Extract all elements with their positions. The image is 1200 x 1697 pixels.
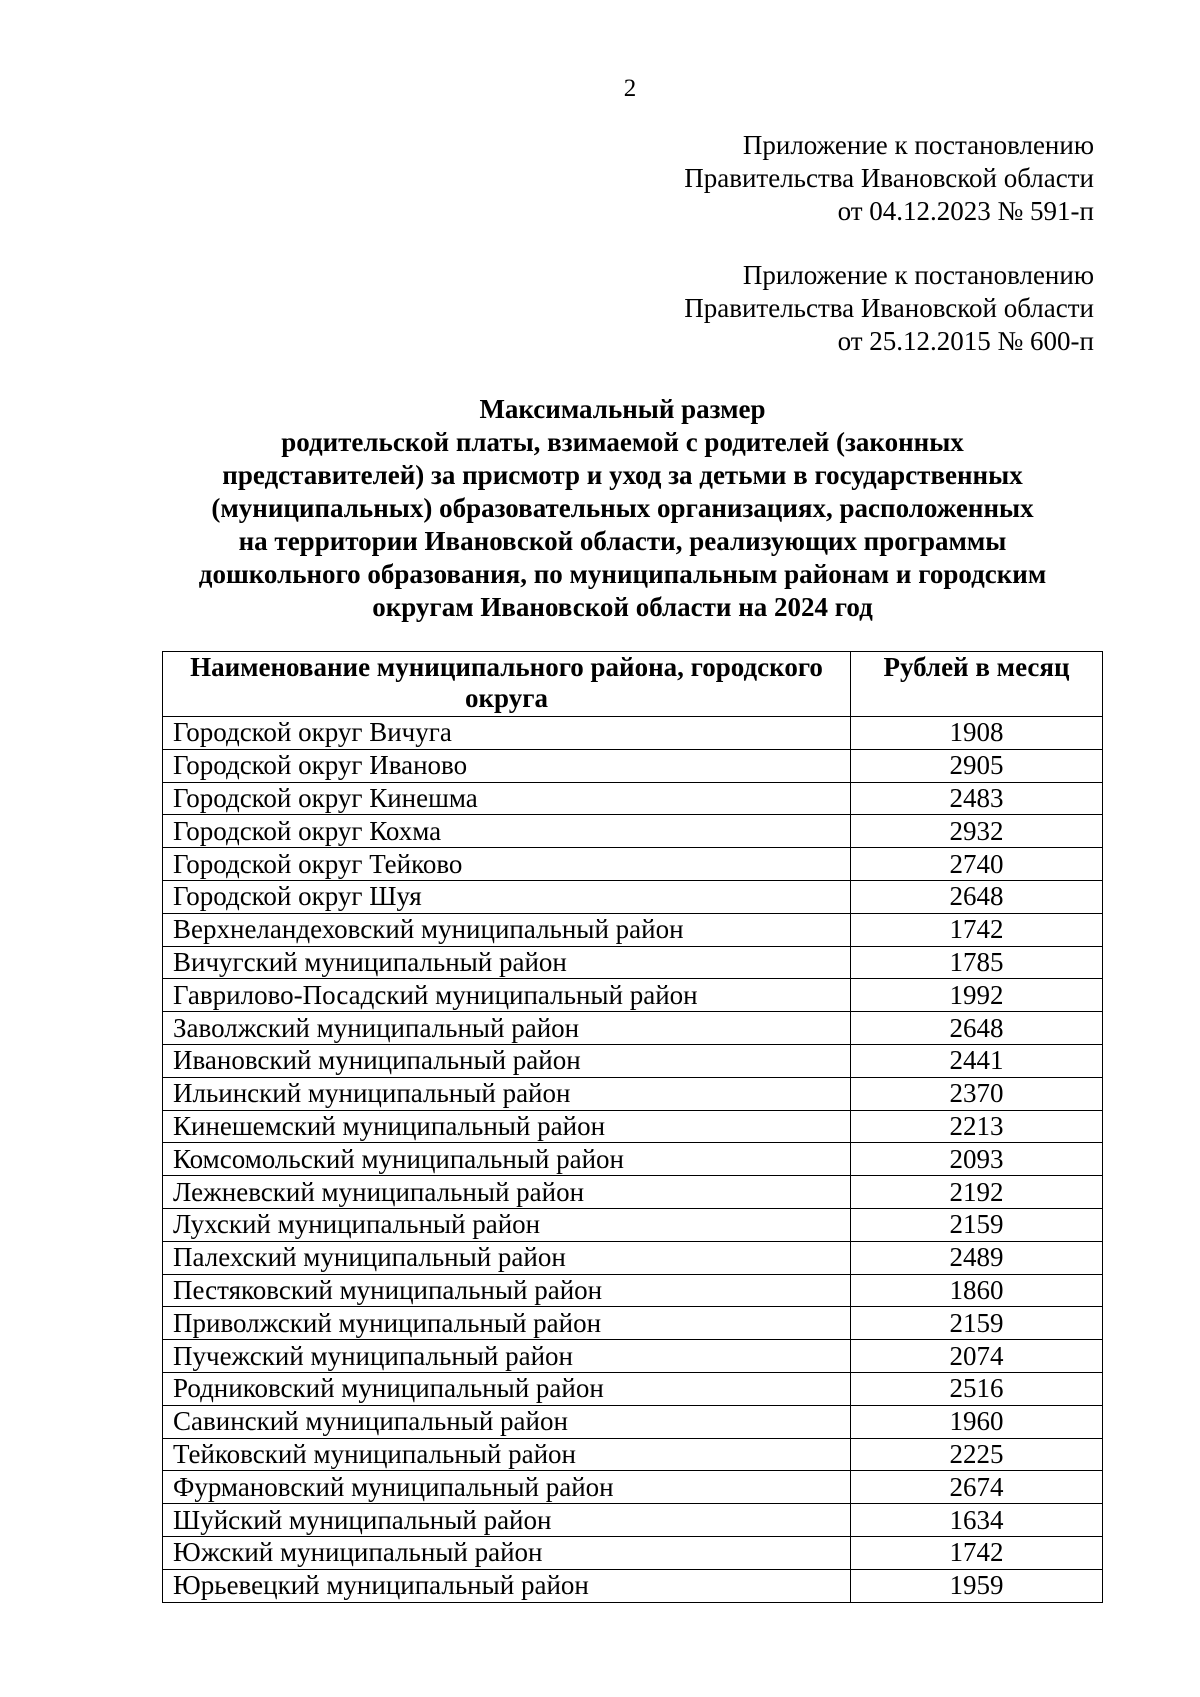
fee-value-cell: 2159 bbox=[851, 1307, 1103, 1340]
table-row bbox=[163, 1077, 1103, 1110]
title-line: представителей) за присмотр и уход за детьми в государственных bbox=[222, 460, 1023, 490]
district-name-cell: Южский муниципальный район bbox=[163, 1536, 851, 1569]
table-row bbox=[163, 1504, 1103, 1537]
table-row bbox=[163, 749, 1103, 782]
fee-value-cell: 2674 bbox=[851, 1471, 1103, 1504]
table-row bbox=[163, 946, 1103, 979]
fee-value-cell: 2516 bbox=[851, 1372, 1103, 1405]
appendix-note-line: Приложение к постановлению bbox=[742, 130, 1094, 160]
fee-value-cell: 2192 bbox=[851, 1176, 1103, 1209]
district-name-cell: Лежневский муниципальный район bbox=[163, 1176, 851, 1209]
district-name-cell: Городской округ Вичуга bbox=[163, 717, 851, 750]
appendix-note-line: Приложение к постановлению bbox=[742, 260, 1094, 290]
district-name-cell: Городской округ Шуя bbox=[163, 880, 851, 913]
district-name-cell: Лухский муниципальный район bbox=[163, 1208, 851, 1241]
table-row bbox=[163, 1372, 1103, 1405]
table-row bbox=[163, 1536, 1103, 1569]
table-row bbox=[163, 1471, 1103, 1504]
district-name-cell: Пестяковский муниципальный район bbox=[163, 1274, 851, 1307]
table-row bbox=[163, 913, 1103, 946]
fee-value-cell: 2213 bbox=[851, 1110, 1103, 1143]
page-number: 2 bbox=[623, 75, 637, 102]
table-row bbox=[163, 1438, 1103, 1471]
district-name-cell: Савинский муниципальный район bbox=[163, 1405, 851, 1438]
fee-value-cell: 1908 bbox=[851, 717, 1103, 750]
district-name-cell: Ивановский муниципальный район bbox=[163, 1044, 851, 1077]
appendix-note-line: Правительства Ивановской области bbox=[684, 163, 1094, 193]
table-row bbox=[163, 1110, 1103, 1143]
table-row bbox=[163, 1012, 1103, 1045]
title-line: Максимальный размер bbox=[479, 394, 766, 424]
district-name-cell: Городской округ Иваново bbox=[163, 749, 851, 782]
table-row bbox=[163, 1274, 1103, 1307]
title-line: на территории Ивановской области, реализующих программы bbox=[238, 526, 1007, 556]
appendix-note-original bbox=[684, 259, 1094, 358]
district-name-cell: Приволжский муниципальный район bbox=[163, 1307, 851, 1340]
fee-value-cell: 1960 bbox=[851, 1405, 1103, 1438]
fee-value-cell: 2370 bbox=[851, 1077, 1103, 1110]
district-name-cell: Комсомольский муниципальный район bbox=[163, 1143, 851, 1176]
fee-value-cell: 1785 bbox=[851, 946, 1103, 979]
table-row bbox=[163, 1241, 1103, 1274]
fee-table bbox=[162, 651, 1103, 1603]
table-row bbox=[163, 1143, 1103, 1176]
district-name-cell: Шуйский муниципальный район bbox=[163, 1504, 851, 1537]
table-row bbox=[163, 815, 1103, 848]
fee-value-cell: 2159 bbox=[851, 1208, 1103, 1241]
district-name-cell: Пучежский муниципальный район bbox=[163, 1340, 851, 1373]
column-header-value: Рублей в месяц bbox=[851, 652, 1103, 717]
district-name-cell: Палехский муниципальный район bbox=[163, 1241, 851, 1274]
table-row bbox=[163, 979, 1103, 1012]
district-name-cell: Тейковский муниципальный район bbox=[163, 1438, 851, 1471]
district-name-cell: Заволжский муниципальный район bbox=[163, 1012, 851, 1045]
district-name-cell: Юрьевецкий муниципальный район bbox=[163, 1569, 851, 1602]
table-row bbox=[163, 1569, 1103, 1602]
table-row bbox=[163, 1340, 1103, 1373]
district-name-cell: Верхнеландеховский муниципальный район bbox=[163, 913, 851, 946]
district-name-cell: Ильинский муниципальный район bbox=[163, 1077, 851, 1110]
fee-value-cell: 1742 bbox=[851, 1536, 1103, 1569]
title-line: родительской платы, взимаемой с родителей (законных bbox=[281, 427, 964, 457]
fee-value-cell: 2093 bbox=[851, 1143, 1103, 1176]
table-row bbox=[163, 1044, 1103, 1077]
table-row bbox=[163, 1176, 1103, 1209]
appendix-note-line: Правительства Ивановской области bbox=[684, 293, 1094, 323]
document-title bbox=[150, 393, 1095, 624]
district-name-cell: Городской округ Кохма bbox=[163, 815, 851, 848]
column-header-name: Наименование муниципального района, городского округа bbox=[163, 652, 851, 717]
table-body bbox=[163, 717, 1103, 1603]
table-row bbox=[163, 848, 1103, 881]
district-name-cell: Городской округ Тейково bbox=[163, 848, 851, 881]
fee-value-cell: 1959 bbox=[851, 1569, 1103, 1602]
fee-value-cell: 2225 bbox=[851, 1438, 1103, 1471]
district-name-cell: Вичугский муниципальный район bbox=[163, 946, 851, 979]
district-name-cell: Гаврилово-Посадский муниципальный район bbox=[163, 979, 851, 1012]
title-line: округам Ивановской области на 2024 год bbox=[372, 592, 873, 622]
fee-value-cell: 2483 bbox=[851, 782, 1103, 815]
table-header-row bbox=[163, 652, 1103, 717]
table-row bbox=[163, 1208, 1103, 1241]
table-row bbox=[163, 717, 1103, 750]
fee-value-cell: 1742 bbox=[851, 913, 1103, 946]
fee-value-cell: 2648 bbox=[851, 880, 1103, 913]
title-line: (муниципальных) образовательных организациях, расположенных bbox=[211, 493, 1034, 523]
table-row bbox=[163, 782, 1103, 815]
district-name-cell: Городской округ Кинешма bbox=[163, 782, 851, 815]
district-name-cell: Родниковский муниципальный район bbox=[163, 1372, 851, 1405]
table-row bbox=[163, 1405, 1103, 1438]
table-row bbox=[163, 1307, 1103, 1340]
fee-value-cell: 1634 bbox=[851, 1504, 1103, 1537]
fee-value-cell: 2932 bbox=[851, 815, 1103, 848]
fee-value-cell: 1992 bbox=[851, 979, 1103, 1012]
fee-value-cell: 1860 bbox=[851, 1274, 1103, 1307]
appendix-note-line: от 25.12.2015 № 600-п bbox=[837, 326, 1094, 356]
district-name-cell: Кинешемский муниципальный район bbox=[163, 1110, 851, 1143]
fee-value-cell: 2905 bbox=[851, 749, 1103, 782]
title-line: дошкольного образования, по муниципальным районам и городским bbox=[198, 559, 1047, 589]
table-row bbox=[163, 880, 1103, 913]
fee-value-cell: 2074 bbox=[851, 1340, 1103, 1373]
fee-value-cell: 2489 bbox=[851, 1241, 1103, 1274]
fee-value-cell: 2441 bbox=[851, 1044, 1103, 1077]
district-name-cell: Фурмановский муниципальный район bbox=[163, 1471, 851, 1504]
fee-value-cell: 2648 bbox=[851, 1012, 1103, 1045]
fee-value-cell: 2740 bbox=[851, 848, 1103, 881]
appendix-note-line: от 04.12.2023 № 591-п bbox=[837, 196, 1094, 226]
appendix-note-current bbox=[684, 129, 1094, 228]
